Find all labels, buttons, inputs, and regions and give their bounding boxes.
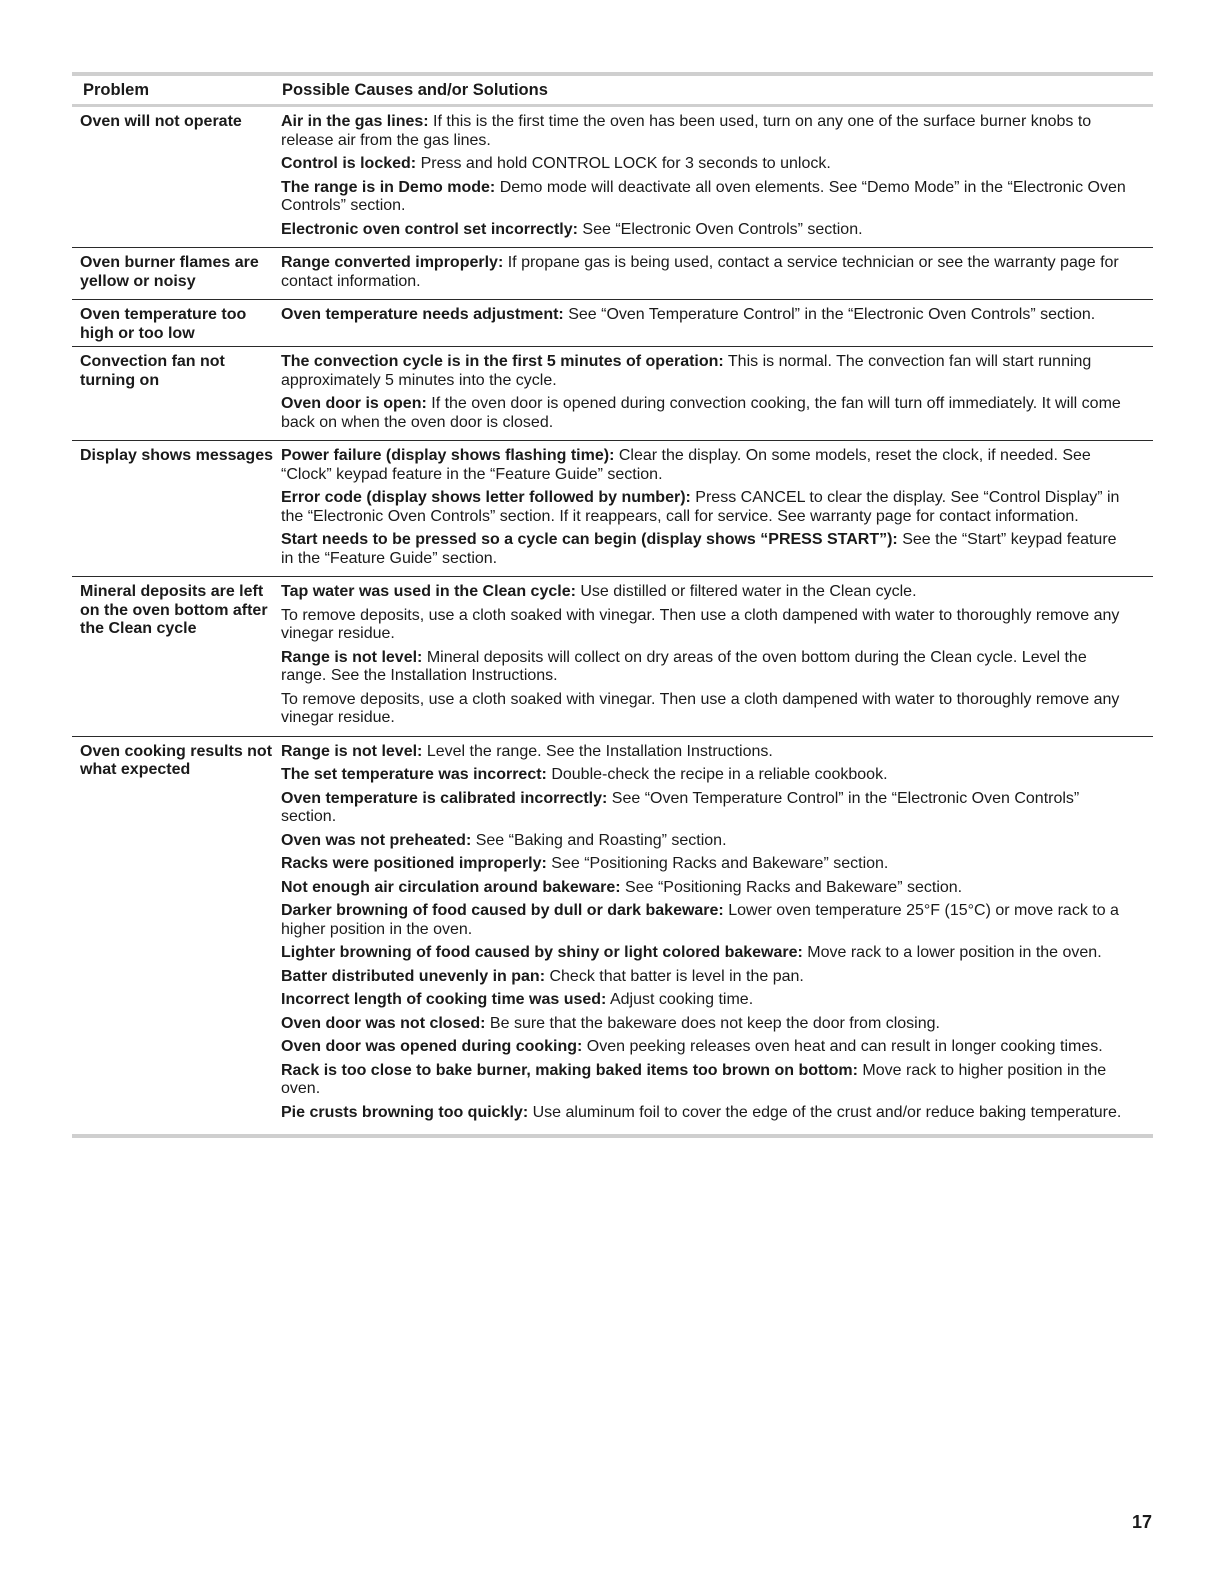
- solution-item: [281, 1015, 1133, 1034]
- solution-text: See the “Start” keypad feature in the “Feature Guide” section.: [281, 531, 1117, 567]
- table-body: [72, 107, 1153, 1130]
- solution-item: [281, 790, 1133, 827]
- solution-cause: Not enough air circulation around bakeware:: [281, 878, 621, 896]
- solution-cause: Oven temperature needs adjustment:: [281, 306, 564, 323]
- solution-cause: Rack is too close to bake burner, making baked items too brown on bottom:: [281, 1061, 858, 1079]
- solution-text: Double-check the recipe in a reliable cookbook.: [546, 766, 888, 783]
- table-row: [72, 441, 1153, 577]
- solution-cause: The set temperature was incorrect:: [281, 766, 547, 783]
- bottom-rule: [72, 1134, 1153, 1138]
- table-header: [72, 76, 1153, 104]
- solution-item: [281, 902, 1133, 939]
- solution-text: Be sure that the bakeware does not keep the door from closing.: [485, 1014, 940, 1032]
- solution-cause: Start needs to be pressed so a cycle can begin (display shows “PRESS START”):: [281, 531, 898, 548]
- solution-cause: Air in the gas lines:: [281, 113, 429, 130]
- table-row: [72, 737, 1153, 1131]
- solution-text: See “Baking and Roasting” section.: [471, 831, 727, 849]
- solution-cause: Racks were positioned improperly:: [281, 855, 547, 872]
- solution-item: [281, 691, 1133, 728]
- table-row: [72, 107, 1153, 248]
- table-row: [72, 300, 1153, 347]
- problem-cell: Oven temperature too high or too low: [80, 306, 247, 342]
- solution-text: See “Positioning Racks and Bakeware” section.: [546, 855, 889, 872]
- problem-cell: Oven will not operate: [80, 113, 242, 130]
- troubleshooting-table: [72, 72, 1153, 1138]
- solution-item: [281, 832, 1133, 851]
- solution-text: Demo mode will deactivate all oven elements. See “Demo Mode” in the “Electronic Oven Controls” section.: [281, 178, 1126, 214]
- solution-text: Move rack to a lower position in the oven.: [802, 944, 1102, 961]
- solution-cause: Incorrect length of cooking time was used:: [281, 991, 607, 1008]
- solution-text: Press CANCEL to clear the display. See “Control Display” in the “Electronic Oven Controls” section. If it reappears, call for service. See warranty page for contact information.: [281, 489, 1120, 525]
- solution-cause: Range is not level:: [281, 648, 423, 666]
- solution-text: This is normal. The convection fan will start running approximately 5 minutes into the cycle.: [281, 353, 1092, 389]
- solution-cause: Oven door was opened during cooking:: [281, 1038, 583, 1055]
- solutions-cell: [281, 353, 1153, 437]
- solution-text: Clear the display. On some models, reset the clock, if needed. See “Clock” keypad feature in the “Feature Guide” section.: [281, 447, 1091, 483]
- solution-item: [281, 179, 1133, 216]
- table-row: [72, 248, 1153, 300]
- solution-cause: The range is in Demo mode:: [281, 178, 496, 196]
- solution-item: [281, 531, 1133, 568]
- solution-item: [281, 991, 1133, 1010]
- solution-text: Use aluminum foil to cover the edge of the crust and/or reduce baking temperature.: [528, 1103, 1122, 1121]
- solution-item: [281, 879, 1133, 898]
- solution-text: If the oven door is opened during convection cooking, the fan will turn off immediately. It will come back on when the oven door is closed.: [281, 395, 1121, 431]
- solution-text: Move rack to higher position in the oven.: [281, 1061, 1107, 1097]
- solution-cause: Lighter browning of food caused by shiny or light colored bakeware:: [281, 944, 803, 961]
- solution-cause: Darker browning of food caused by dull or dark bakeware:: [281, 902, 724, 919]
- solution-item: [281, 855, 1133, 874]
- solution-cause: Batter distributed unevenly in pan:: [281, 967, 546, 985]
- solution-text: Check that batter is level in the pan.: [545, 967, 804, 985]
- solution-cause: The convection cycle is in the first 5 minutes of operation:: [281, 353, 724, 370]
- solution-text: Press and hold CONTROL LOCK for 3 seconds to unlock.: [416, 155, 831, 172]
- problem-cell: Oven cooking results not what expected: [80, 742, 273, 778]
- solution-item: [281, 649, 1133, 686]
- solution-item: [281, 306, 1133, 325]
- solution-cause: Pie crusts browning too quickly:: [281, 1103, 529, 1121]
- solution-cause: Range is not level:: [281, 742, 423, 760]
- solutions-cell: [281, 306, 1153, 343]
- solution-cause: Range converted improperly:: [281, 254, 504, 271]
- solution-text: If propane gas is being used, contact a service technician or see the warranty page for contact information.: [281, 254, 1119, 290]
- solution-item: [281, 583, 1133, 602]
- header-problem: Problem: [83, 80, 150, 99]
- problem-cell: Display shows messages: [80, 447, 273, 464]
- solution-cause: Electronic oven control set incorrectly:: [281, 220, 578, 238]
- table-row: [72, 347, 1153, 441]
- solution-cause: Oven door is open:: [281, 395, 427, 412]
- header-solutions: Possible Causes and/or Solutions: [282, 80, 548, 99]
- solution-item: [281, 607, 1133, 644]
- table-row: [72, 577, 1153, 737]
- solution-item: [281, 743, 1133, 762]
- solution-cause: Oven door was not closed:: [281, 1014, 486, 1032]
- solution-item: [281, 1104, 1133, 1123]
- solutions-cell: [281, 583, 1153, 733]
- solution-text: Lower oven temperature 25°F (15°C) or move rack to a higher position in the oven.: [281, 902, 1119, 938]
- solution-text: Use distilled or filtered water in the Clean cycle.: [575, 583, 917, 600]
- solutions-cell: [281, 113, 1153, 244]
- solution-item: [281, 944, 1133, 963]
- solution-item: [281, 489, 1133, 526]
- solution-cause: Tap water was used in the Clean cycle:: [281, 583, 576, 600]
- page-number: 17: [1131, 1512, 1152, 1532]
- solution-item: [281, 447, 1133, 484]
- solution-item: [281, 155, 1133, 174]
- solution-cause: Power failure (display shows flashing time):: [281, 447, 615, 464]
- solution-text: See “Oven Temperature Control” in the “Electronic Oven Controls” section.: [281, 789, 1080, 825]
- solution-item: [281, 1038, 1133, 1057]
- solutions-cell: [281, 743, 1153, 1128]
- solution-item: [281, 395, 1133, 432]
- solution-cause: Oven temperature is calibrated incorrectly:: [281, 789, 608, 807]
- solutions-cell: [281, 254, 1153, 296]
- solution-item: [281, 968, 1133, 987]
- solution-item: [281, 113, 1133, 150]
- problem-cell: Convection fan not turning on: [80, 353, 225, 389]
- solution-text: See “Oven Temperature Control” in the “Electronic Oven Controls” section.: [563, 306, 1096, 323]
- solution-text: Adjust cooking time.: [606, 991, 754, 1008]
- solution-text: To remove deposits, use a cloth soaked with vinegar. Then use a cloth dampened with water to thoroughly remove any vinegar residue.: [281, 690, 1120, 726]
- solution-text: See “Positioning Racks and Bakeware” section.: [620, 878, 963, 896]
- solution-item: [281, 221, 1133, 240]
- solution-text: Oven peeking releases oven heat and can result in longer cooking times.: [582, 1038, 1103, 1055]
- solution-item: [281, 1062, 1133, 1099]
- solution-text: Mineral deposits will collect on dry areas of the oven bottom during the Clean cycle. Level the range. See the Installation Instructions.: [281, 648, 1087, 684]
- solution-item: [281, 766, 1133, 785]
- problem-cell: Mineral deposits are left on the oven bottom after the Clean cycle: [80, 583, 268, 637]
- solution-text: See “Electronic Oven Controls” section.: [577, 220, 863, 238]
- solution-cause: Control is locked:: [281, 155, 417, 172]
- solutions-cell: [281, 447, 1153, 573]
- solution-text: If this is the first time the oven has been used, turn on any one of the surface burner knobs to release air from the gas lines.: [281, 113, 1092, 149]
- solution-text: Level the range. See the Installation Instructions.: [422, 742, 773, 760]
- solution-cause: Oven was not preheated:: [281, 831, 472, 849]
- solution-item: [281, 353, 1133, 390]
- problem-cell: Oven burner flames are yellow or noisy: [80, 254, 259, 290]
- solution-cause: Error code (display shows letter followed by number):: [281, 489, 691, 506]
- solution-item: [281, 254, 1133, 291]
- solution-text: To remove deposits, use a cloth soaked with vinegar. Then use a cloth dampened with water to thoroughly remove any vinegar residue.: [281, 606, 1120, 642]
